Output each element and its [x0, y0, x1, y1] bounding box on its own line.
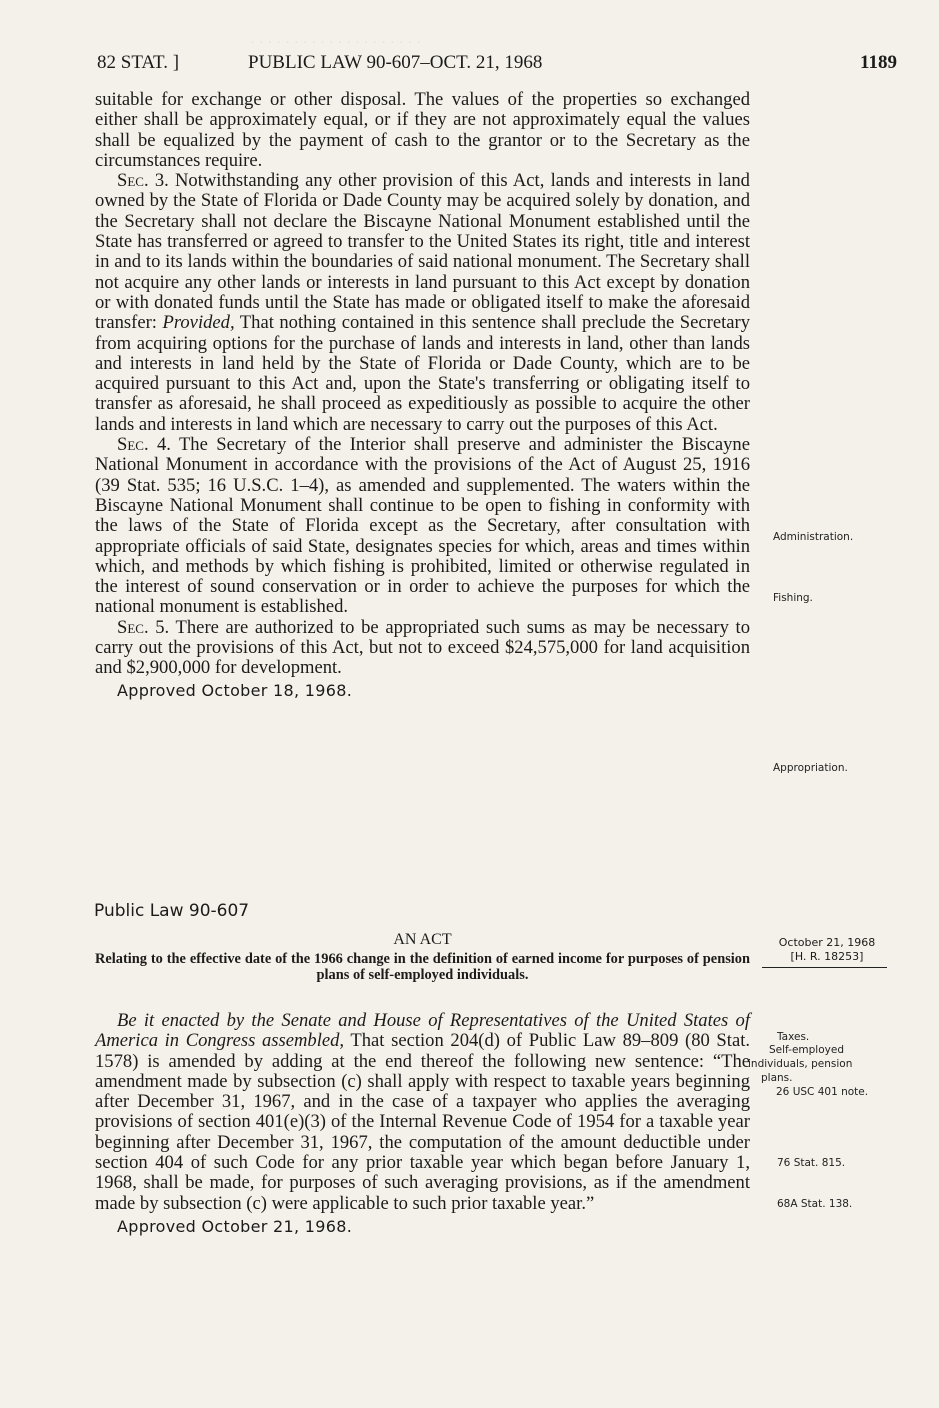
proviso-word: Provided,: [162, 312, 235, 334]
section-3: [95, 171, 750, 435]
margin-note-usc: 26 USC 401 note.: [776, 1086, 869, 1098]
page-header: [97, 52, 897, 76]
enacting-formula: Be it enacted by the Senate and House of Representatives of the United States of America in Congress assembled,: [95, 1010, 750, 1052]
public-law-title: Public Law 90-607: [94, 901, 250, 921]
date-rule-divider: [762, 967, 887, 968]
bleed-through-marks: · · · · · · · · · · · · · · · · · · · ·: [250, 35, 422, 51]
act-summary: Relating to the effective date of the 1966 change in the definition of earned income for purposes of pension plans of self-employed individuals.: [95, 951, 750, 983]
margin-note-68a-stat: 68A Stat. 138.: [777, 1198, 853, 1210]
margin-note-individuals: individuals, pension: [748, 1058, 853, 1070]
approval-date-1: Approved October 18, 1968.: [117, 680, 353, 700]
section-3-text-b: That nothing contained in this sentence shall preclude the Secretary from acquiring options for the purchase of lands and interests in land, other than lands and interests in land held by the State of Florida or Dade County, which are to be acquired pursuant to this Act and, upon the State's transferring or obligating itself to transfer as aforesaid, he shall proceed as expeditiously as possible to acquire the other lands and interests in land which are necessary to carry out the purposes of this Act.: [95, 312, 750, 435]
section-5-text: There are authorized to be appropriated such sums as may be necessary to carry out the provisions of this Act, but not to exceed $24,575,000 for land acquisition and $2,900,000 for development.: [95, 616, 750, 679]
an-act-heading: AN ACT: [393, 931, 452, 948]
section-4: [95, 435, 750, 618]
section-2-continuation: suitable for exchange or other disposal. The values of the properties so exchanged either shall be approximately equal, or if they are not approximately equal the values shall be equalized by the payment of cash to the grantor or to the Secretary as the circumstances require.: [95, 89, 750, 171]
approval-date-2: Approved October 21, 1968.: [117, 1216, 353, 1236]
margin-note-appropriation: Appropriation.: [773, 762, 848, 774]
margin-note-plans: plans.: [761, 1072, 793, 1084]
page-number: 1189: [860, 52, 897, 73]
running-title: PUBLIC LAW 90-607–OCT. 21, 1968: [248, 52, 543, 73]
margin-note-76-stat: 76 Stat. 815.: [777, 1157, 846, 1169]
section-5: [95, 618, 750, 679]
section-3-text-a: Notwithstanding any other provision of this Act, lands and interests in land owned by the State of Florida or Dade County may be acquired solely by donation, and the Secretary shall not declare the Biscayne National Monument established until the State has transferred or agreed to transfer to the United States its right, title and interest in and to its lands within the boundaries of said national monument. The Secretary shall not acquire any other lands or interests in land pursuant to this Act except by donation or with donated funds until the State has made or obligated itself to make the aforesaid transfer:: [95, 170, 750, 334]
margin-note-taxes: Taxes.: [777, 1031, 810, 1043]
margin-note-self-employed: Self-employed: [769, 1044, 844, 1056]
margin-note-fishing: Fishing.: [773, 592, 813, 604]
main-text: [95, 90, 750, 700]
enacting-clause: [95, 1011, 750, 1214]
statute-volume: 82 STAT. ]: [97, 52, 180, 73]
section-4-text: The Secretary of the Interior shall preserve and administer the Biscayne National Monument in accordance with the provisions of the Act of August 25, 1916 (39 Stat. 535; 16 U.S.C. 1–4), as amended and supplemented. The waters within the Biscayne National Monument shall continue to be open to fishing in conformity with the laws of the State of Florida except as the Secretary, after consultation with appropriate officials of said State, designates species for which, areas and times within which, and methods by which fishing is prohibited, limited or otherwise regulated in the interest of sound conservation or in order to achieve the purposes for which the national monument is established.: [95, 434, 750, 618]
enactment-date: October 21, 1968: [778, 936, 876, 949]
bill-number: [H. R. 18253]: [790, 950, 864, 963]
section-3-label: Sec. 3.: [117, 170, 169, 192]
enacting-body: That section 204(d) of Public Law 89–809 (80 Stat. 1578) is amended by adding at the end thereof the following new sentence: “The amendment made by subsection (c) shall apply with respect to taxable years beginning after December 31, 1967, and in the case of a taxpayer who applies the averaging provisions of section 401(e)(3) of the Internal Revenue Code of 1954 for a taxable year beginning after December 31, 1967, the computation of the amount deductible under section 404 of such Code for any prior taxable year which began before January 1, 1968, shall be made, for purposes of such averaging provisions, as if the amendment made by subsection (c) were applicable to such prior taxable year.”: [95, 1030, 751, 1214]
margin-note-administration: Administration.: [773, 531, 854, 543]
enactment-date-block: [762, 936, 892, 964]
enacting-text: [95, 1011, 750, 1236]
section-4-label: Sec. 4.: [117, 434, 171, 456]
section-5-label: Sec. 5.: [117, 616, 170, 638]
